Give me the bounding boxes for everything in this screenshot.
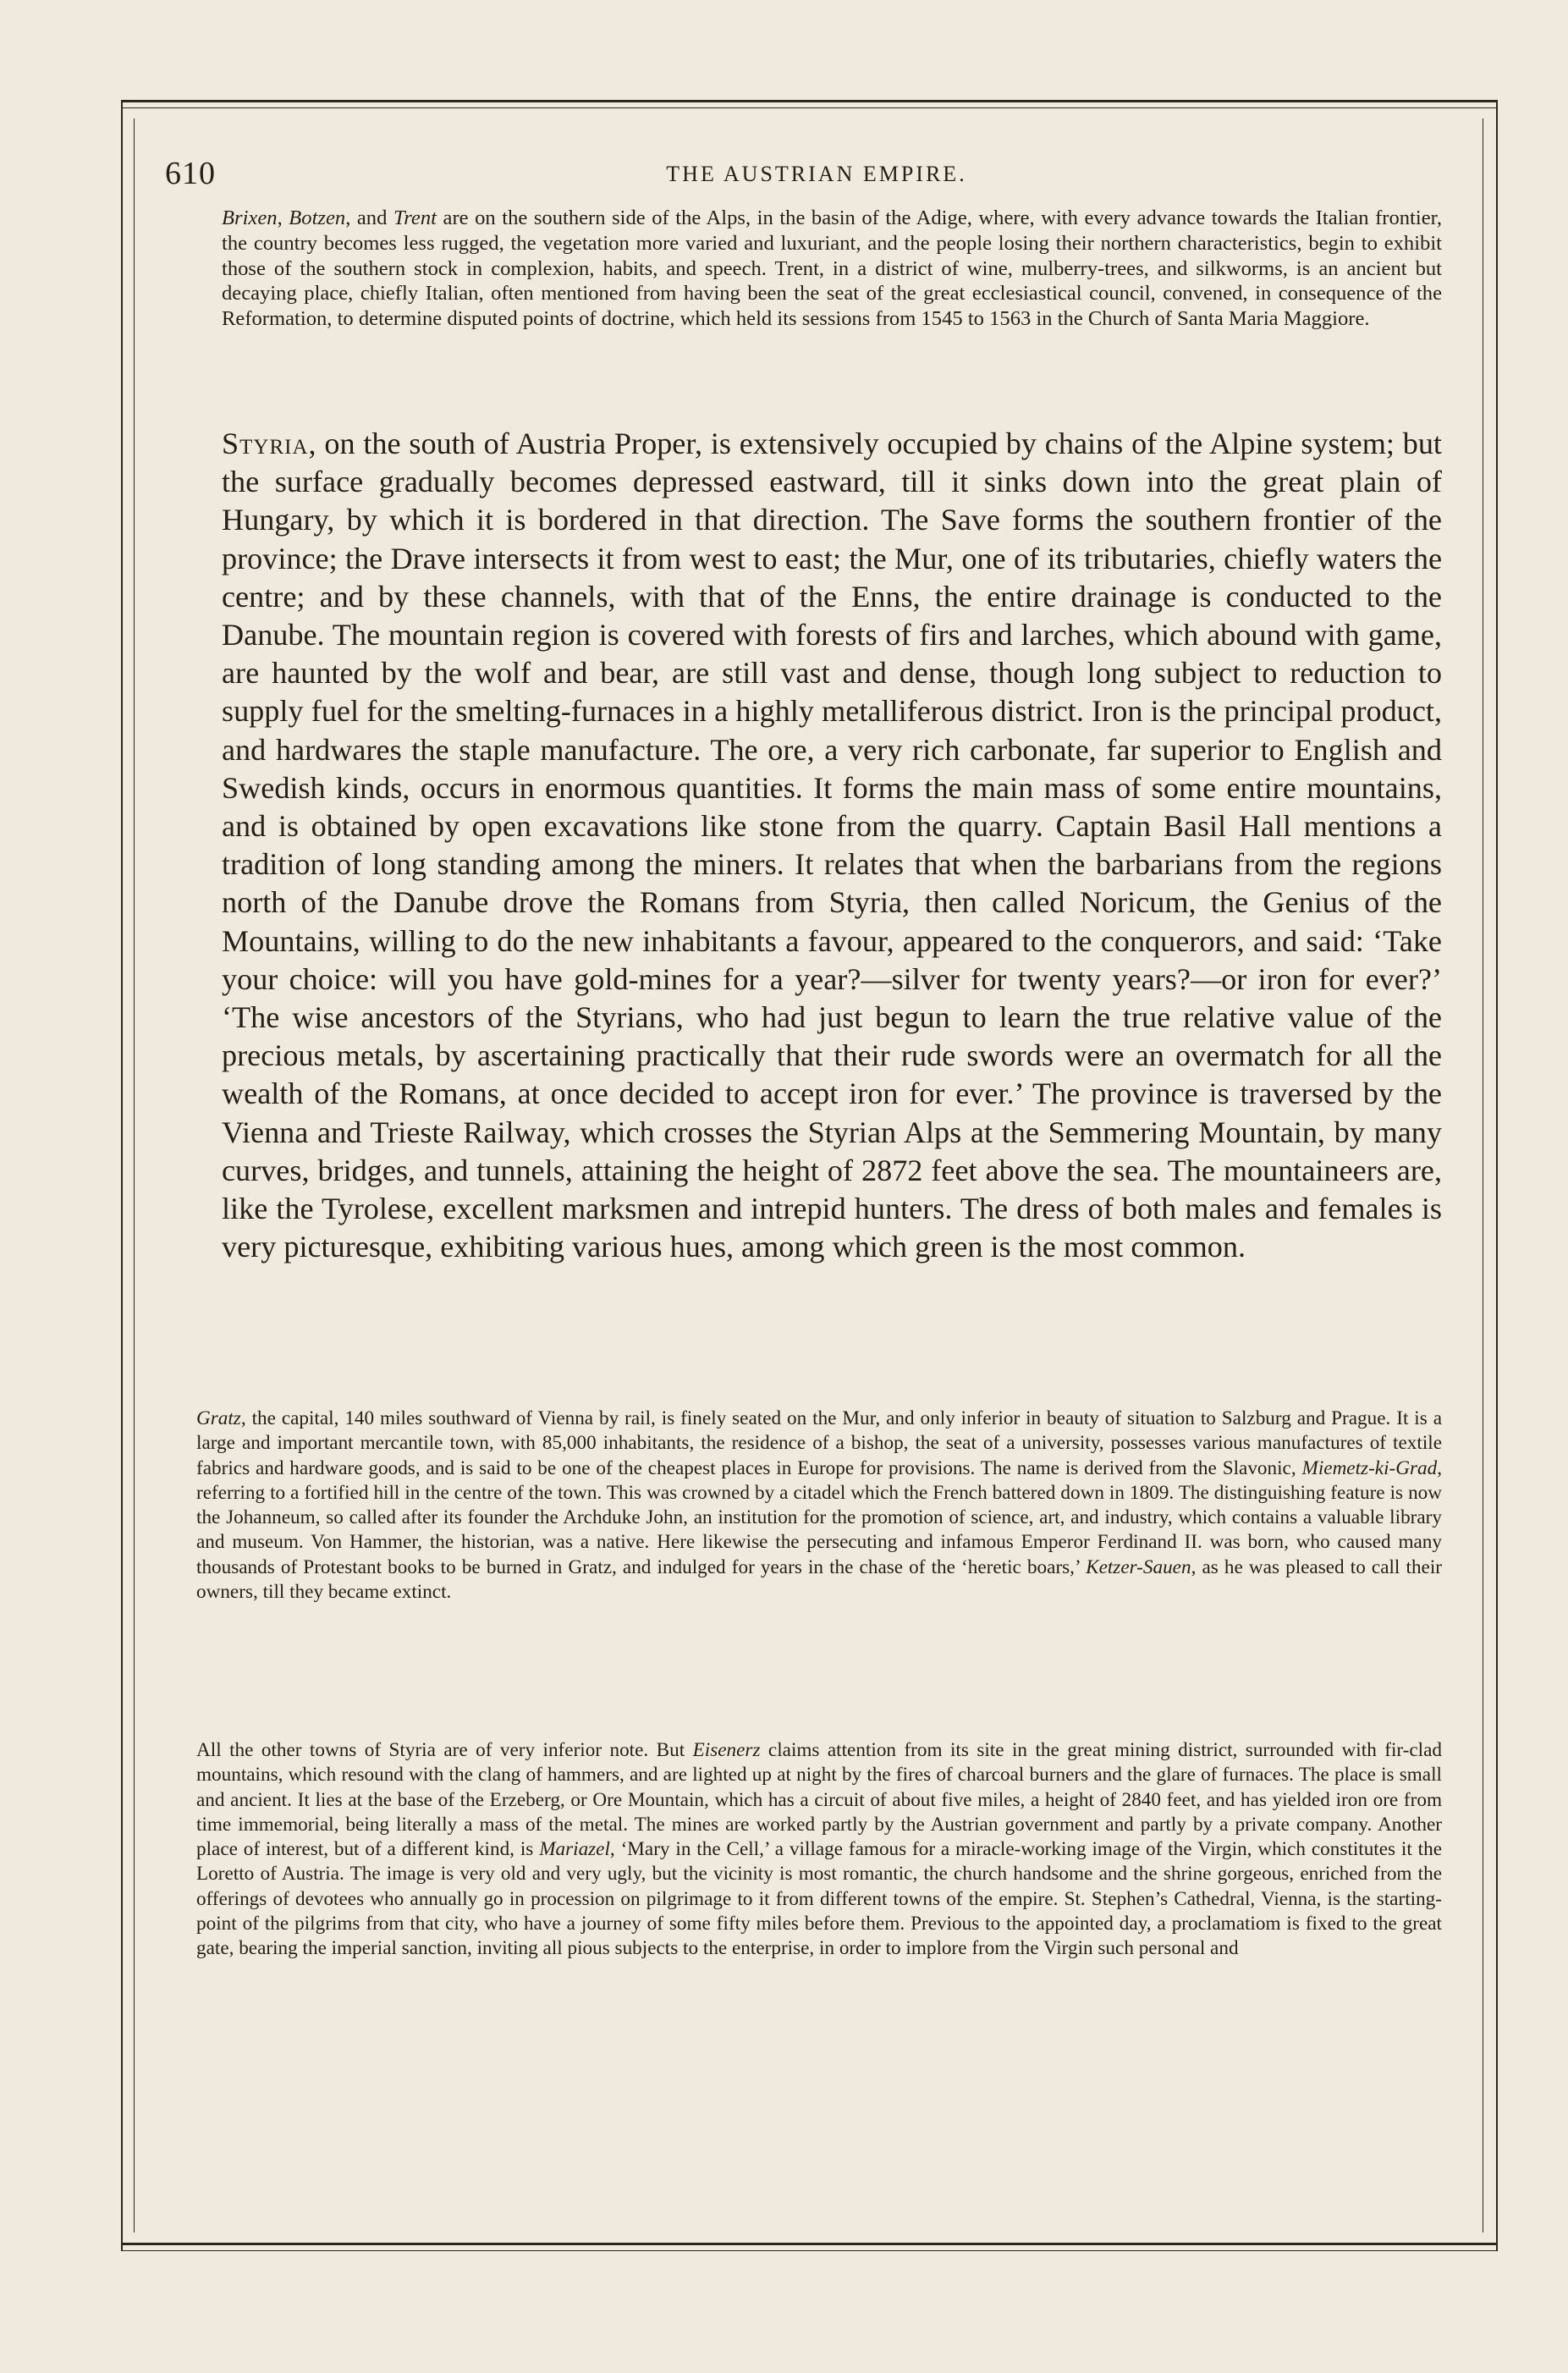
running-title: THE AUSTRIAN EMPIRE. [666, 162, 967, 186]
page-number: 610 [165, 156, 216, 191]
bottom-border-rule-inner [121, 2250, 1498, 2251]
paragraph-brixen [222, 206, 1442, 332]
place-name: Eisenerz [692, 1739, 761, 1761]
foreign-term: Miemetz-ki-Grad [1301, 1456, 1438, 1479]
paragraph-text: , as he was pleased to call their owners, till they became extinct. [196, 1555, 1442, 1604]
place-name: Mariazel [539, 1838, 610, 1861]
paragraph-text: , ‘Mary in the Cell,’ a village famous for a miracle-working image of the Virgin, which constitutes it the Loretto of Austria. The image is very old and very ugly, but the vicinity is most romantic, the church handsome and the shrine gorgeous, enriched from the offerings of devotees who annually go in procession on pilgrimage to it from different towns of the empire. St. Stephen’s Cathedral, Vienna, is the starting-point of the pilgrims from that city, who have a journey of some fifty miles before them. Previous to the appointed day, a proclamatiom is fixed to the great gate, bearing the imperial sanction, inviting all pious subjects to the enterprise, in order to implore from the Virgin such personal and [196, 1838, 1442, 1960]
paragraph-text: , referring to a fortified hill in the centre of the town. This was crowned by a citadel which the French battered down in 1809. The distinguishing feature is now the Johanneum, so called after its founder the Archduke John, an institution for the promotion of science, art, and industry, which contains a valuable library and museum. Von Hammer, the historian, was a native. Here likewise the persecuting and infamous Emperor Ferdinand II. was born, who caused many thousands of Protestant books to be burned in Gratz, and indulged for years in the chase of the ‘heretic boars,’ [196, 1456, 1442, 1578]
paragraph-styria [222, 425, 1442, 1266]
section-lead: Styria [222, 427, 309, 460]
left-border-rule [121, 100, 123, 2251]
place-name: Botzen [289, 206, 346, 229]
right-border-rule [1496, 100, 1498, 2251]
bottom-border-rule [121, 2243, 1498, 2245]
left-border-rule-inner [134, 118, 135, 2233]
paragraph-text: All the other towns of Styria are of very inferior note. But [196, 1739, 693, 1761]
place-name: Brixen [222, 206, 278, 229]
separator: , [277, 206, 289, 229]
place-name: Trent [393, 206, 437, 229]
section-lead: Gratz [196, 1407, 241, 1429]
separator: , and [345, 206, 393, 229]
paragraph-text: are on the southern side of the Alps, in the basin of the Adige, where, with every advance towards the Italian frontier, the country becomes less rugged, the vegetation more varied and luxuriant, and the people losing their northern characteristics, begin to exhibit those of the southern stock in complexion, habits, and speech. Trent, in a district of wine, mulberry-trees, and silkworms, is an ancient but decaying place, chiefly Italian, often mentioned from having been the seat of the great ecclesiastical council, convened, in consequence of the Reformation, to determine disputed points of doctrine, which held its sessions from 1545 to 1563 in the Church of Santa Maria Maggiore. [222, 206, 1442, 331]
paragraph-text: , the capital, 140 miles southward of Vienna by rail, is finely seated on the Mur, and only inferior in beauty of situation to Salzburg and Prague. It is a large and important mercantile town, with 85,000 inhabitants, the residence of a bishop, the seat of a university, possesses various manufactures of textile fabrics and hardware goods, and is said to be one of the cheapest places in Europe for provisions. The name is derived from the Slavonic, [196, 1407, 1442, 1479]
top-border-rule-inner [121, 107, 1498, 108]
paragraph-gratz [196, 1407, 1442, 1605]
paragraph-other-towns [196, 1738, 1442, 1962]
top-border-rule [121, 100, 1498, 102]
running-head [165, 155, 1468, 197]
paragraph-text: claims attention from its site in the great mining district, surrounded with fir-clad mountains, which resound with the clang of hammers, and are lighted up at night by the fires of charcoal burners and the glare of furnaces. The place is small and ancient. It lies at the base of the Erzeberg, or Ore Mountain, which has a circuit of about five miles, a height of 2840 feet, and has yielded iron ore from time immemorial, being literally a mass of the metal. The mines are worked partly by the Austrian government and partly by a private company. Another place of interest, but of a different kind, is [196, 1739, 1442, 1861]
foreign-term: Ketzer-Sauen [1086, 1555, 1191, 1578]
paragraph-text: , on the south of Austria Proper, is extensively occupied by chains of the Alpine system; but the surface gradually becomes depressed eastward, till it sinks down into the great plain of Hungary, by which it is bordered in that direction. The Save forms the southern frontier of the province; the Drave intersects it from west to east; the Mur, one of its tributaries, chiefly waters the centre; and by these channels, with that of the Enns, the entire drainage is conducted to the Danube. The mountain region is covered with forests of firs and larches, which abound with game, are haunted by the wolf and bear, are still vast and dense, though long subject to reduction to supply fuel for the smelting-furnaces in a highly metalliferous district. Iron is the principal product, and hardwares the staple manufacture. The ore, a very rich carbonate, far superior to English and Swedish kinds, occurs in enormous quantities. It forms the main mass of some entire mountains, and is obtained by open excavations like stone from the quarry. Captain Basil Hall mentions a tradition of long standing among the miners. It relates that when the barbarians from the regions north of the Danube drove the Romans from Styria, then called Noricum, the Genius of the Mountains, willing to do the new inhabitants a favour, appeared to the conquerors, and said: ‘Take your choice: will you have gold-mines for a year?—silver for twenty years?—or iron for ever?’ ‘The wise ancestors of the Styrians, who had just begun to learn the true relative value of the precious metals, by ascertaining practically that their rude swords were an overmatch for all the wealth of the Romans, at once decided to accept iron for ever.’ The province is traversed by the Vienna and Trieste Railway, which crosses the Styrian Alps at the Semmering Mountain, by many curves, bridges, and tunnels, attaining the height of 2872 feet above the sea. The mountaineers are, like the Tyrolese, excellent marksmen and intrepid hunters. The dress of both males and females is very picturesque, exhibiting various hues, among which green is the most common. [222, 427, 1442, 1264]
